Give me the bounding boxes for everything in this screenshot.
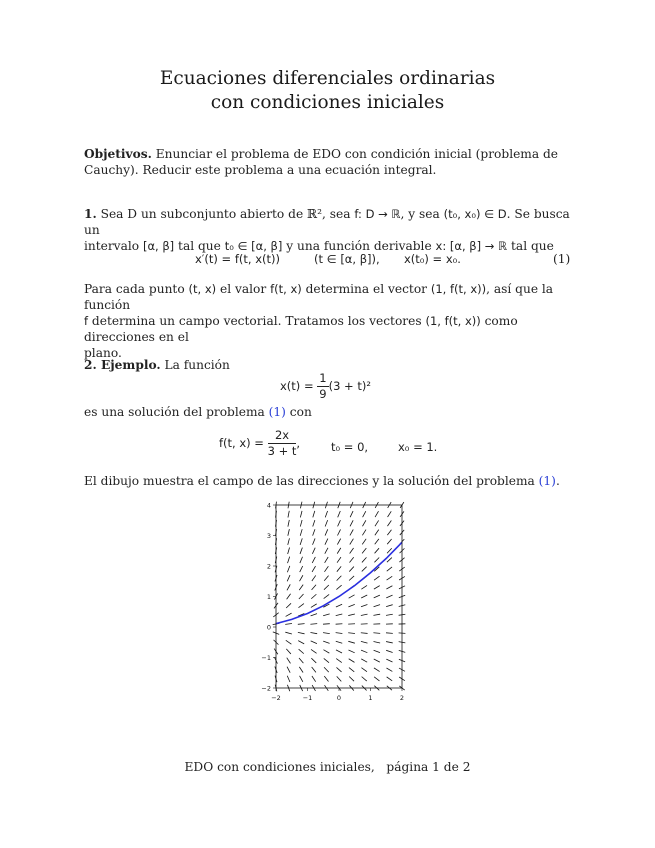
drawing-period: . — [555, 474, 560, 488]
direction-segment — [313, 511, 315, 518]
direction-segment — [324, 585, 329, 590]
direction-segment — [337, 576, 342, 581]
s1-text-c: , y sea — [400, 207, 444, 221]
direction-segment — [336, 659, 342, 663]
document-title — [0, 67, 655, 115]
objectives-text: Enunciar el problema de EDO con condición inicial (problema de Cauchy). Reducir este problema a una ecuación integral. — [84, 147, 559, 177]
direction-segment — [350, 539, 354, 545]
direction-segment — [286, 640, 292, 644]
direction-segment — [286, 649, 291, 654]
direction-segment — [288, 538, 290, 545]
direction-segment — [287, 667, 290, 673]
direction-segment — [373, 614, 380, 615]
direction-segment — [374, 659, 380, 662]
direction-segment — [312, 676, 316, 682]
equation-1-lhs: x′(t) = f(t, x(t)) — [195, 252, 280, 266]
direction-segment — [300, 548, 302, 554]
direction-segment — [311, 604, 317, 608]
equation-1-link[interactable]: (1) — [268, 405, 286, 419]
direction-segment — [386, 633, 393, 634]
direction-segment — [298, 604, 303, 608]
direction-segment — [386, 642, 393, 643]
direction-segment — [312, 548, 315, 554]
direction-segment — [361, 605, 367, 607]
direction-segment — [361, 650, 367, 653]
direction-segment — [325, 511, 327, 517]
direction-segment — [373, 633, 380, 634]
s1-math-t0: t₀ ∈ [α, β] — [224, 239, 283, 253]
direction-segment — [374, 650, 380, 652]
y-tick-label: 3 — [266, 531, 271, 540]
direction-segment — [299, 658, 303, 663]
direction-segment — [336, 633, 343, 634]
direction-segment — [311, 594, 316, 598]
s1-math-f: f: D → ℝ — [354, 207, 401, 221]
direction-segment — [299, 594, 304, 599]
f-numerator: 2x — [268, 428, 297, 444]
direction-segment — [361, 633, 368, 634]
direction-segment — [325, 557, 329, 563]
ref-text-a: es una solución del problema — [84, 405, 269, 419]
ref-text-b: con — [285, 405, 312, 419]
direction-segment — [374, 557, 379, 562]
direction-segment — [336, 667, 341, 672]
direction-segment — [286, 603, 291, 608]
direction-segment — [374, 595, 380, 598]
direction-segment — [374, 677, 379, 681]
direction-segment — [299, 649, 304, 653]
s1p2-k: como direcciones en el — [84, 314, 518, 344]
s1p2-i: determina un campo vectorial. Tratamos los vectores — [88, 314, 426, 328]
direction-segment — [325, 520, 327, 526]
f-fraction — [268, 428, 297, 459]
direction-segment — [324, 566, 328, 572]
drawing-text: El dibujo muestra el campo de las direcciones y la solución del problema — [84, 474, 539, 488]
direction-segment — [349, 557, 353, 562]
page-footer — [0, 760, 655, 774]
s1-math-point: (t₀, x₀) ∈ D — [443, 207, 507, 221]
direction-segment — [312, 575, 316, 581]
direction-segment — [361, 641, 368, 643]
direction-segment — [313, 538, 316, 544]
direction-segment — [350, 520, 353, 526]
s1p2-e: determina el vector — [301, 282, 431, 296]
s1-math-x: x: [α, β] → ℝ — [435, 239, 508, 253]
footer-page-number: página 1 de 2 — [386, 760, 471, 774]
direction-segment — [349, 650, 355, 653]
direction-segment — [323, 624, 330, 625]
direction-segment — [313, 520, 315, 526]
direction-segment — [362, 539, 366, 545]
direction-segment — [323, 614, 330, 616]
direction-segment — [336, 614, 343, 616]
direction-segment — [288, 557, 290, 563]
direction-segment — [300, 538, 302, 544]
direction-segment — [337, 539, 340, 545]
solution-fraction — [317, 371, 328, 402]
direction-segment — [375, 548, 379, 553]
x0-condition: x₀ = 1. — [398, 440, 438, 454]
s1p2-b: (t, x) — [188, 282, 217, 296]
direction-segment — [299, 667, 303, 673]
direction-segment — [312, 667, 316, 672]
direction-segment — [288, 547, 290, 554]
x-tick-label: −1 — [302, 694, 313, 702]
direction-segment — [288, 520, 289, 527]
direction-segment — [338, 520, 341, 526]
direction-segment — [361, 614, 368, 615]
direction-segment — [312, 557, 315, 563]
direction-segment — [324, 667, 329, 672]
direction-segment — [312, 566, 315, 572]
direction-segment — [373, 641, 380, 643]
solution-formula — [280, 371, 371, 402]
s1-text-func: y una función derivable — [282, 239, 436, 253]
direction-segment — [298, 641, 304, 644]
y-tick-label: 0 — [266, 623, 271, 632]
direction-segment — [375, 539, 379, 544]
direction-segment — [386, 614, 393, 615]
direction-segment — [323, 633, 330, 634]
direction-segment — [348, 641, 355, 643]
s1-text-talque: tal que — [507, 239, 554, 253]
direction-segment — [310, 633, 317, 634]
direction-segment — [311, 641, 317, 644]
direction-segment — [287, 594, 291, 600]
direction-segment — [325, 548, 328, 554]
s1-p2-line-1 — [84, 281, 572, 313]
direction-segment — [286, 613, 292, 616]
footer-text: EDO con condiciones iniciales, — [184, 760, 375, 774]
s1p2-c: el valor — [216, 282, 271, 296]
s1p2-j: (1, f(t, x)) — [425, 314, 481, 328]
s1p2-h: f — [84, 314, 89, 328]
equation-1-domain: (t ∈ [α, β]), — [314, 252, 380, 266]
direction-segment — [361, 668, 367, 672]
direction-segment — [300, 676, 303, 682]
direction-segment — [300, 566, 303, 572]
s1-text-e: . Se busca un — [84, 207, 570, 237]
direction-segment — [287, 566, 289, 572]
solution-rhs: (3 + t)² — [328, 379, 371, 393]
direction-segment — [386, 605, 393, 607]
direction-segment — [387, 567, 392, 571]
s1-text-interval: intervalo — [84, 239, 143, 253]
direction-segment — [387, 558, 392, 563]
s1p2-g: , así que la función — [84, 282, 554, 312]
direction-segment — [299, 585, 303, 591]
direction-segment — [288, 511, 289, 518]
f-lhs: f(t, x) = — [219, 436, 264, 450]
direction-segment — [324, 676, 328, 681]
chart-axes — [261, 501, 404, 702]
direction-segment — [288, 529, 290, 536]
direction-segment — [300, 557, 303, 563]
direction-segment — [285, 623, 292, 624]
direction-segment — [310, 624, 317, 625]
objectives-label: Objetivos. — [84, 147, 152, 161]
direction-segment — [361, 585, 367, 589]
direction-segment — [387, 677, 393, 681]
f-definition — [219, 428, 300, 459]
direction-segment — [362, 677, 367, 681]
s1-p2-line-3: plano. — [84, 346, 122, 360]
direction-segment — [337, 548, 341, 554]
s1-text-a: Sea D un subconjunto abierto de ℝ², sea — [100, 207, 355, 221]
direction-segment — [348, 604, 354, 607]
equation-1-initial: x(t₀) = x₀. — [404, 252, 461, 266]
direction-segment — [336, 585, 341, 589]
direction-segment — [374, 576, 379, 580]
direction-segment — [349, 676, 354, 681]
direction-segment — [375, 511, 378, 517]
direction-segment — [338, 511, 341, 517]
direction-segment — [362, 567, 367, 572]
s1p2-d: f(t, x) — [270, 282, 302, 296]
x-tick-label: 1 — [368, 694, 373, 702]
direction-segment — [300, 529, 302, 536]
t0-condition: t₀ = 0, — [331, 440, 369, 454]
solution-denominator: 9 — [319, 387, 327, 401]
direction-segment — [374, 668, 380, 672]
section-1-line-1 — [84, 206, 572, 238]
s1-p2-line-2 — [84, 313, 572, 345]
direction-segment — [349, 659, 355, 663]
direction-segment — [348, 633, 355, 634]
direction-segment — [362, 548, 366, 553]
section-1-number: 1. — [84, 207, 97, 221]
direction-segment — [311, 658, 316, 663]
direction-segment — [361, 595, 367, 598]
direction-segment — [298, 624, 305, 625]
direction-segment — [287, 676, 290, 682]
direction-segment — [337, 676, 342, 681]
direction-segment — [387, 521, 391, 527]
direction-segment — [337, 566, 341, 571]
direction-segment — [324, 658, 329, 662]
x-tick-label: 2 — [399, 694, 405, 702]
solution-numerator: 1 — [319, 371, 327, 385]
direction-segment — [374, 605, 380, 607]
direction-segment — [324, 576, 328, 581]
title-line-1: Ecuaciones diferenciales ordinarias — [159, 68, 496, 89]
direction-segment — [313, 529, 315, 535]
direction-segment — [387, 576, 393, 580]
direction-segment — [386, 659, 392, 662]
y-tick-label: 2 — [266, 562, 271, 571]
section-1-paragraph-2 — [84, 281, 572, 361]
title-line-2: con condiciones iniciales — [210, 92, 445, 113]
solution-lhs: x(t) = — [280, 379, 314, 393]
direction-segment — [324, 594, 329, 598]
direction-segment — [363, 520, 366, 526]
equation-1-number: (1) — [553, 252, 571, 266]
direction-segment — [350, 529, 353, 535]
objectives-paragraph — [84, 146, 572, 178]
direction-segment — [374, 586, 380, 589]
direction-segment — [337, 557, 341, 563]
direction-segment — [386, 595, 392, 598]
y-tick-label: 4 — [266, 501, 271, 510]
solution-curve — [276, 542, 402, 623]
s1-text-tal: tal que — [174, 239, 225, 253]
solution-curve-group — [276, 542, 402, 623]
direction-segment — [336, 641, 342, 643]
direction-segment — [363, 511, 366, 517]
f-denominator: 3 + t — [267, 444, 297, 458]
y-tick-label: −1 — [261, 653, 271, 662]
direction-segment — [311, 614, 317, 616]
section-2-intro: La función — [164, 358, 230, 372]
s1p2-a: Para cada punto — [84, 282, 189, 296]
direction-segment — [387, 530, 391, 535]
direction-segment — [362, 530, 366, 536]
direction-segment — [349, 668, 354, 672]
direction-segment — [386, 586, 392, 589]
direction-segment — [287, 658, 291, 664]
direction-segment — [325, 539, 328, 545]
direction-segment — [300, 511, 302, 518]
f-comma: , — [296, 436, 301, 450]
direction-segment — [349, 567, 354, 572]
s1p2-f: (1, f(t, x)) — [430, 282, 487, 296]
direction-segment — [375, 520, 379, 526]
direction-segment — [348, 614, 355, 616]
direction-segment — [350, 511, 353, 517]
direction-segment — [386, 650, 392, 652]
direction-segment — [386, 668, 392, 671]
direction-segment — [300, 520, 302, 527]
drawing-description — [84, 473, 572, 489]
y-tick-label: −2 — [261, 684, 271, 693]
direction-segment — [325, 529, 328, 535]
direction-segment — [323, 641, 329, 643]
x-tick-label: −2 — [271, 694, 281, 702]
direction-segment — [387, 539, 391, 544]
direction-segment — [285, 632, 292, 634]
direction-segment — [349, 576, 354, 581]
direction-segment — [287, 584, 290, 590]
direction-segment — [323, 650, 329, 653]
direction-segment — [287, 575, 290, 581]
direction-segment — [388, 511, 392, 517]
direction-segment — [298, 632, 305, 633]
direction-segment — [350, 548, 354, 554]
y-tick-label: 1 — [266, 592, 271, 601]
x-tick-label: 0 — [336, 694, 342, 702]
direction-field-chart — [250, 495, 410, 710]
direction-segment — [299, 575, 302, 581]
direction-segment — [336, 604, 342, 607]
direction-segment — [362, 557, 367, 562]
direction-segment — [336, 650, 342, 653]
section-1-statement — [84, 206, 572, 254]
direction-segment — [349, 595, 355, 598]
equation-1-link-2[interactable]: (1) — [538, 474, 556, 488]
section-2-reference — [84, 404, 572, 420]
section-2-label: 2. Ejemplo. — [84, 358, 161, 372]
direction-segment — [361, 659, 367, 662]
direction-segment — [375, 530, 379, 536]
direction-segment — [311, 649, 317, 653]
direction-segment — [312, 585, 316, 590]
s1-math-interval: [α, β] — [142, 239, 175, 253]
direction-segment — [337, 529, 340, 535]
